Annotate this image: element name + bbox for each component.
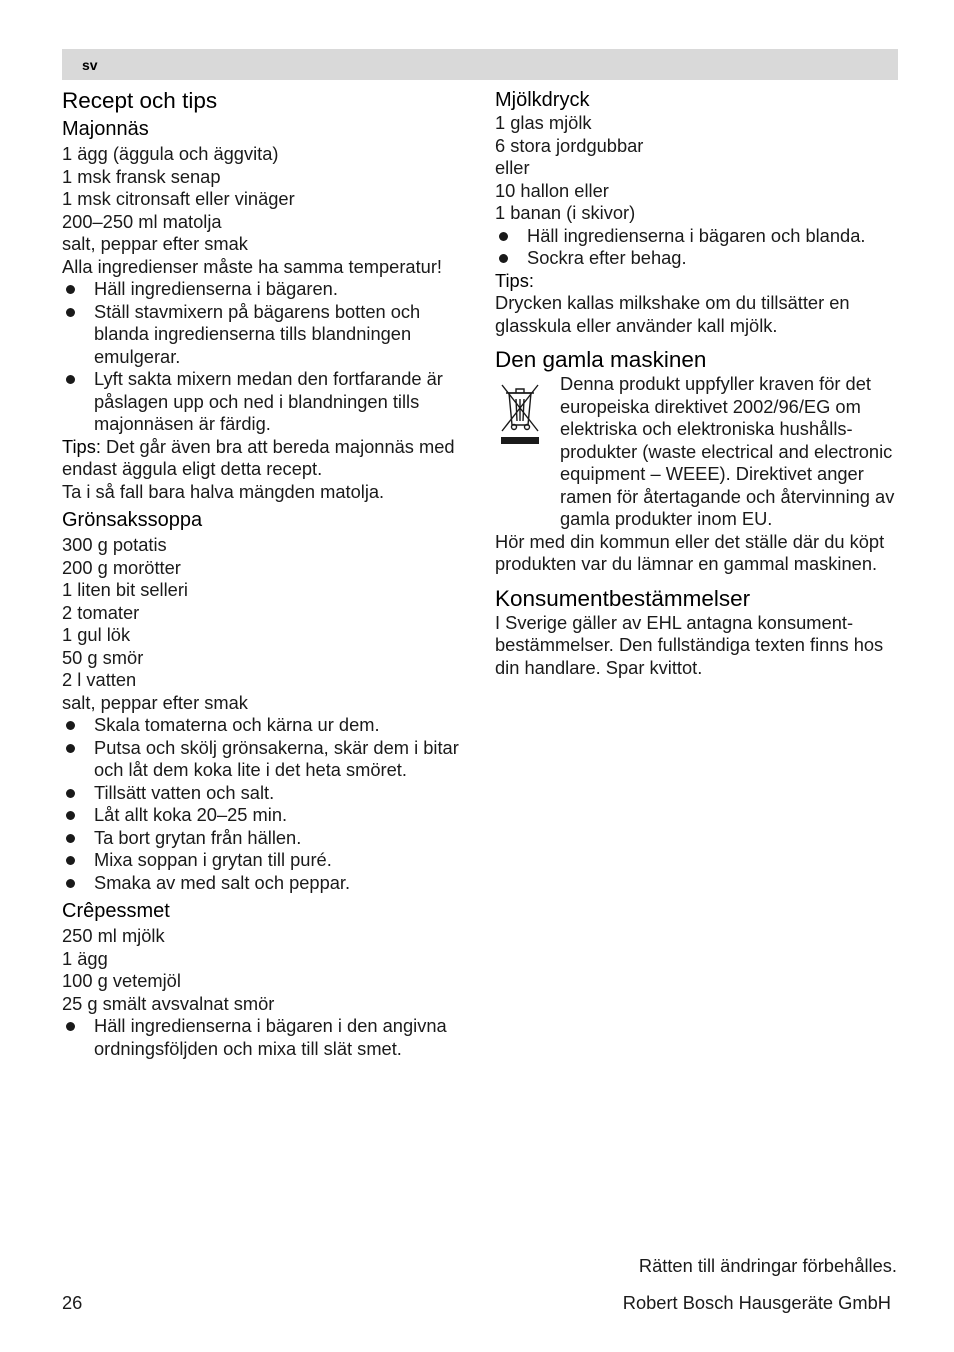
weee-crossed-bin-icon: [497, 381, 541, 445]
heading-den-gamla-maskinen: Den gamla maskinen: [495, 347, 707, 372]
majonnas-ingredients: [62, 143, 472, 278]
ingredient-line: salt, peppar efter smak: [62, 691, 248, 713]
ingredient-line: 1 ägg (äggula och äggvita): [62, 143, 279, 164]
list-item: Putsa och skölj grönsakerna, skär dem i bitar och låt dem koka lite i det heta smöret.: [62, 737, 484, 782]
list-item: Låt allt koka 20–25 min.: [62, 804, 472, 827]
ingredient-line: 1 banan (i skivor): [495, 202, 636, 223]
ingredient-line: 10 hallon eller: [495, 179, 609, 201]
heading-majonnas: Majonnäs: [62, 118, 149, 140]
tips-text: Det går även bra att bereda majonnäs med endast äggula eligt detta recept.: [62, 435, 455, 479]
ingredient-line: 1 liten bit selleri: [62, 579, 188, 600]
tips-label: Tips:: [495, 269, 534, 291]
ingredient-line: 250 ml mjölk: [62, 925, 165, 946]
ingredient-line: 1 gul lök: [62, 624, 131, 645]
page-number: 26: [62, 1292, 83, 1313]
ingredient-line: 2 l vatten: [62, 669, 137, 690]
list-item: Tillsätt vatten och salt.: [62, 782, 472, 805]
weee-block: [495, 373, 905, 531]
ingredient-line: 6 stora jordgubbar: [495, 134, 644, 156]
majonnas-tips-2: Ta i så fall bara halva mängden matolja.: [62, 480, 385, 502]
ingredient-line: 100 g vetemjöl: [62, 970, 181, 991]
heading-gronsakssoppa: Grönsakssoppa: [62, 509, 203, 531]
ingredient-line: 1 ägg: [62, 947, 108, 969]
list-item: Ta bort grytan från hällen.: [62, 827, 472, 850]
ingredient-line: eller: [495, 157, 530, 178]
list-item: Lyft sakta mixern medan den fortfarande är påslagen upp och ned i blandningen tills majonnäsen är färdig.: [62, 368, 472, 436]
majonnas-tips: [62, 436, 472, 481]
konsument-text: I Sverige gäller av EHL antagna konsument-bestämmelser. Den fullständiga texten finns hos din handlare. Spar kvittot.: [495, 611, 884, 678]
ingredient-line: 1 msk fransk senap: [62, 165, 221, 187]
mjolkdryck-steps: [495, 225, 905, 270]
ingredient-line: 200–250 ml matolja: [62, 210, 222, 232]
heading-crepessmet: Crêpessmet: [62, 900, 170, 922]
crepessmet-steps: [62, 1015, 472, 1060]
list-item: Mixa soppan i grytan till puré.: [62, 849, 472, 872]
footer-note: Rätten till ändringar förbehålles.: [638, 1255, 897, 1276]
language-code: sv: [82, 57, 98, 73]
ingredient-line: 300 g potatis: [62, 534, 167, 555]
footer-company: Robert Bosch Hausgeräte GmbH: [622, 1292, 891, 1313]
heading-konsumentbestammelser: Konsumentbestämmelser: [495, 585, 751, 611]
heading-mjolkdryck: Mjölkdryck: [495, 89, 590, 111]
page-title: Recept och tips: [62, 88, 218, 113]
left-column: [62, 84, 472, 1060]
ingredient-line: 1 glas mjölk: [495, 112, 592, 133]
list-item: Sockra efter behag.: [495, 247, 905, 270]
crepessmet-ingredients: [62, 925, 472, 1015]
tips-label: Tips:: [62, 435, 101, 457]
list-item: Skala tomaterna och kärna ur dem.: [62, 714, 472, 737]
ingredient-line: salt, peppar efter smak: [62, 233, 248, 254]
ingredient-line: 25 g smält avsvalnat smör: [62, 992, 275, 1014]
gronsakssoppa-steps: [62, 714, 472, 894]
gronsakssoppa-ingredients: [62, 534, 472, 714]
list-item: Smaka av med salt och peppar.: [62, 872, 472, 895]
list-item: Ställ stavmixern på bägarens botten och blanda ingredienserna tills blandningen emulgerar.: [62, 301, 472, 369]
majonnas-steps: [62, 278, 472, 436]
weee-text: Denna produkt uppfyller kraven för det europeiska direktivet 2002/96/EG om elektriska och elektroniska hushålls-produkter (waste electrical and electronic equipment – WEEE). Direktivet anger ramen för återtagande och återvinning av gamla produkter inom EU.: [560, 373, 895, 529]
ingredient-line: Alla ingredienser måste ha samma temperatur!: [62, 255, 443, 277]
ingredient-line: 200 g morötter: [62, 556, 181, 578]
right-column: [495, 84, 905, 679]
gamla-text: Hör med din kommun eller det ställe där du köpt produkten var du lämnar en gammal maskinen.: [495, 530, 885, 574]
list-item: Häll ingredienserna i bägaren.: [62, 278, 472, 301]
list-item: Häll ingredienserna i bägaren i den angivna ordningsföljden och mixa till slät smet.: [62, 1015, 472, 1060]
ingredient-line: 1 msk citronsaft eller vinäger: [62, 188, 295, 209]
mjolkdryck-tips: Drycken kallas milkshake om du tillsätter en glasskula eller använder kall mjölk.: [495, 292, 850, 336]
language-bar: [62, 49, 898, 80]
ingredient-line: 2 tomater: [62, 601, 140, 623]
list-item: Häll ingredienserna i bägaren och blanda.: [495, 225, 905, 248]
mjolkdryck-ingredients: [495, 112, 905, 225]
ingredient-line: 50 g smör: [62, 646, 144, 668]
